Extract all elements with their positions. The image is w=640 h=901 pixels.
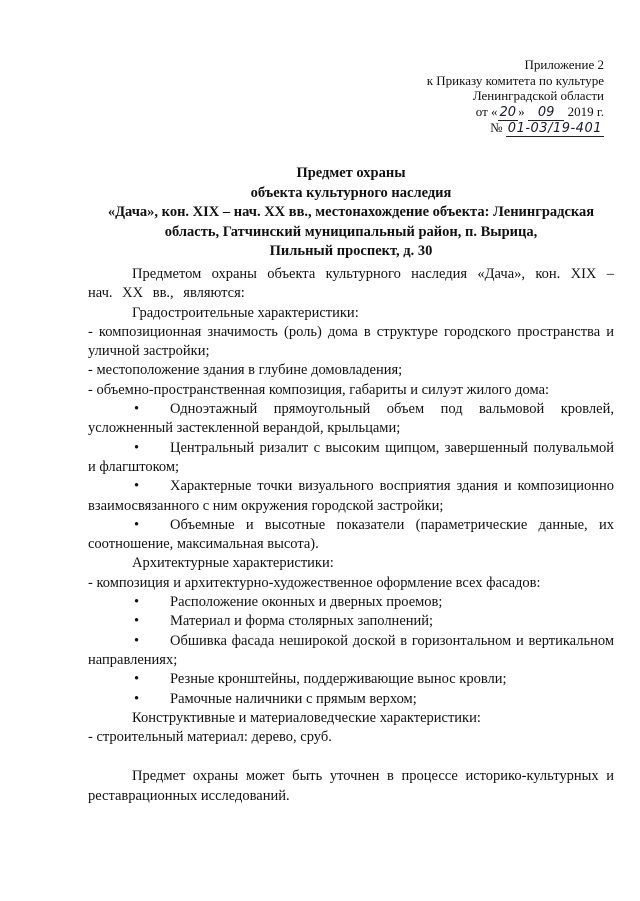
bullet-text: Характерные точки визуального восприятия здания и композиционно взаимосвязанного с ним окружения городской застройки; <box>88 478 614 514</box>
bullet-text: Одноэтажный прямоугольный объем под вальмовой кровлей, усложненный застекленной верандой, крыльцами; <box>88 401 614 437</box>
arch-item: - композиция и архитектурно-художественное оформление всех фасадов: <box>88 574 541 591</box>
bullet-text: Центральный ризалит с высоким щипцом, завершенный полувальмой и флагштоком; <box>88 439 614 475</box>
intro-paragraph: Предметом охраны объекта культурного наследия «Дача», кон. XIX – нач. XX вв., являются: <box>88 266 614 302</box>
title-line-1: Предмет охраны <box>296 165 406 181</box>
urban-item-2: - местоположение здания в глубине домовладения; <box>88 362 403 379</box>
bullet-text: Обшивка фасада неширокой доской в горизонтальном и вертикальном направлениях; <box>88 632 614 668</box>
appendix-block <box>427 57 604 137</box>
number-prefix: № <box>490 120 503 135</box>
appendix-title: Приложение 2 <box>524 57 604 72</box>
date-month: 09 <box>528 105 565 121</box>
urban-item-1: - композиционная значимость (роль) дома в структуре городского пространства и уличной застройки; <box>88 323 614 360</box>
constr-heading: Конструктивные и материаловедческие характеристики: <box>132 709 481 726</box>
urban-bullet-1: • Одноэтажный прямоугольный объем под вальмовой кровлей, усложненный застекленной верандой, крыльцами; <box>88 400 614 439</box>
title-line-3: «Дача», кон. XIX – нач. XX вв., местонахождение объекта: Ленинградская <box>107 204 595 220</box>
number-value: 01-03/19-401 <box>507 121 602 136</box>
bullet-text: Материал и форма столярных заполнений; <box>170 613 434 630</box>
title-line-4: область, Гатчинский муниципальный район, п. Вырица, <box>164 223 538 240</box>
bullet-text: Объемные и высотные показатели (параметрические данные, их соотношение, максимальная высота). <box>88 516 614 553</box>
urban-heading: Градостроительные характеристики: <box>132 304 359 321</box>
urban-bullet-2: • Центральный ризалит с высоким щипцом, завершенный полувальмой и флагштоком; <box>88 439 614 478</box>
closing-paragraph: Предмет охраны может быть уточнен в процессе историко-культурных и реставрационных исследований. <box>88 768 614 804</box>
bullet-text: Расположение оконных и дверных проемов; <box>170 594 443 611</box>
arch-bullet-2: • Материал и форма столярных заполнений; <box>88 612 614 631</box>
arch-bullet-5: • Рамочные наличники с прямым верхом; <box>88 690 614 709</box>
title-line-2: объекта культурного наследия <box>250 184 452 201</box>
appendix-number <box>427 120 604 137</box>
document-title <box>88 164 614 262</box>
arch-bullet-4: • Резные кронштейны, поддерживающие вынос кровли; <box>88 670 614 689</box>
title-line-5: Пильный проспект, д. 30 <box>269 243 433 259</box>
bullet-text: Резные кронштейны, поддерживающие вынос кровли; <box>170 671 507 688</box>
date-year: 2019 г. <box>567 103 604 119</box>
bullet-text: Рамочные наличники с прямым верхом; <box>170 690 417 707</box>
date-mid: » <box>518 103 525 119</box>
urban-bullet-4: • Объемные и высотные показатели (параметрические данные, их соотношение, максимальная высота). <box>88 516 614 555</box>
arch-heading: Архитектурные характеристики: <box>132 555 334 572</box>
date-day: 20 <box>499 104 517 120</box>
arch-bullet-1: • Расположение оконных и дверных проемов; <box>88 593 614 612</box>
appendix-order-ref: к Приказу комитета по культуре <box>426 72 604 88</box>
paragraph-gap <box>88 747 614 767</box>
urban-bullet-3: • Характерные точки визуального восприятия здания и композиционно взаимосвязанного с ним окружения городской застройки; <box>88 477 614 516</box>
document-body <box>88 265 614 806</box>
date-prefix: от « <box>475 103 498 119</box>
appendix-date <box>427 104 604 121</box>
appendix-region: Ленинградской области <box>472 88 604 103</box>
arch-bullet-3: • Обшивка фасада неширокой доской в горизонтальном и вертикальном направлениях; <box>88 632 614 671</box>
constr-item: - строительный материал: дерево, сруб. <box>88 729 332 746</box>
urban-item-3: - объемно-пространственная композиция, габариты и силуэт жилого дома: <box>88 381 550 398</box>
